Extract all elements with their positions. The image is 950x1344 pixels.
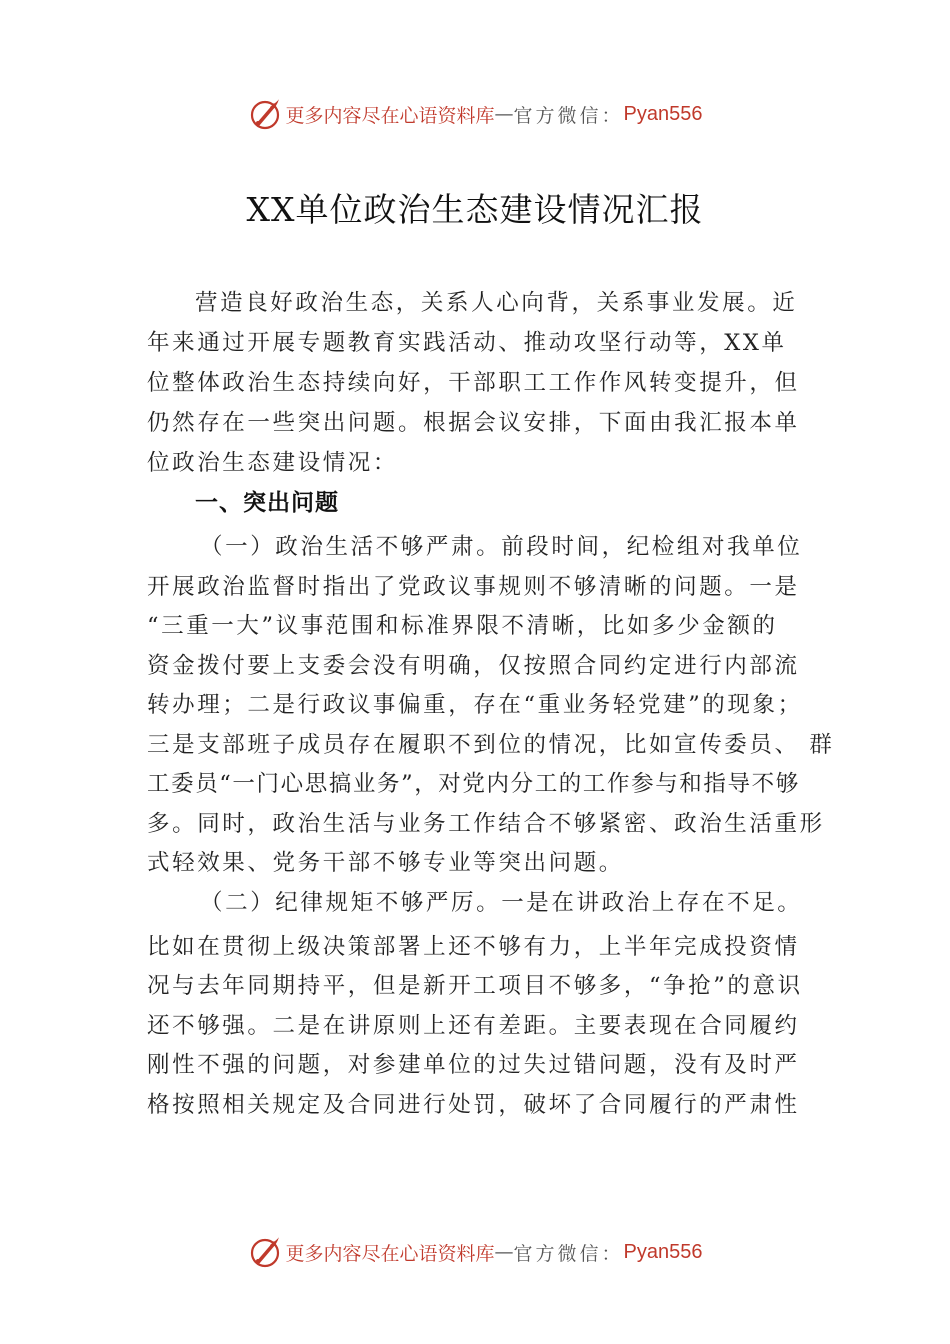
- item1-line-7: 工委员“一门心思搞业务”，对党内分工的工作参与和指导不够: [147, 771, 800, 797]
- quill-logo-icon: [248, 1235, 282, 1269]
- banner-main-text: 更多内容尽在心语资料库: [285, 1242, 495, 1265]
- item2-line-1: （二）纪律规矩不够严厉。一是在讲政治上存在不足。: [200, 890, 803, 916]
- intro-line-2: 年来通过开展专题教育实践活动、推动攻坚行动等，XX单: [147, 330, 787, 356]
- document-title: XX单位政治生态建设情况汇报: [246, 190, 704, 229]
- item1-line-1: （一）政治生活不够严肃。前段时间，纪检组对我单位: [200, 534, 803, 560]
- banner-separator: —: [494, 103, 514, 125]
- item2-line-2: 比如在贯彻上级决策部署上还不够有力，上半年完成投资情: [147, 934, 800, 960]
- item1-line-8: 多。同时，政治生活与业务工作结合不够紧密、政治生活重形: [147, 811, 825, 837]
- item2-line-5: 刚性不强的问题，对参建单位的过失过错问题，没有及时严: [147, 1052, 800, 1078]
- intro-line-4: 仍然存在一些突出问题。根据会议安排，下面由我汇报本单: [147, 410, 800, 436]
- quill-logo-icon: [248, 97, 282, 131]
- section-heading-1: 一、突出问题: [195, 490, 339, 516]
- banner-wechat-id: Pyan556: [623, 102, 703, 125]
- banner-main-text: 更多内容尽在心语资料库: [285, 104, 495, 127]
- item1-line-2: 开展政治监督时指出了党政议事规则不够清晰的问题。一是: [147, 574, 800, 600]
- item1-line-9: 式轻效果、党务干部不够专业等突出问题。: [147, 850, 624, 876]
- footer-banner: [0, 1232, 950, 1272]
- item1-line-4: 资金拨付要上支委会没有明确，仅按照合同约定进行内部流: [147, 653, 800, 679]
- item1-line-6: 三是支部班子成员存在履职不到位的情况，比如宣传委员、 群: [147, 732, 835, 758]
- banner-wechat-id: Pyan556: [623, 1240, 703, 1263]
- banner-wechat-label: 官方微信：: [513, 1242, 624, 1265]
- item2-line-6: 格按照相关规定及合同进行处罚，破坏了合同履行的严肃性: [147, 1092, 800, 1118]
- item1-line-3: “三重一大”议事范围和标准界限不清晰，比如多少金额的: [147, 613, 778, 639]
- header-banner: [0, 94, 950, 134]
- intro-line-1: 营造良好政治生态，关系人心向背，关系事业发展。近: [195, 290, 798, 316]
- item1-line-5: 转办理；二是行政议事偏重，存在“重业务轻党建”的现象；: [147, 692, 803, 718]
- banner-wechat-label: 官方微信：: [513, 104, 624, 127]
- item2-line-4: 还不够强。二是在讲原则上还有差距。主要表现在合同履约: [147, 1013, 800, 1039]
- banner-separator: —: [494, 1241, 514, 1263]
- intro-line-5: 位政治生态建设情况：: [147, 450, 399, 476]
- item2-line-3: 况与去年同期持平，但是新开工项目不够多，“争抢”的意识: [147, 973, 803, 999]
- intro-line-3: 位整体政治生态持续向好，干部职工工作作风转变提升，但: [147, 370, 800, 396]
